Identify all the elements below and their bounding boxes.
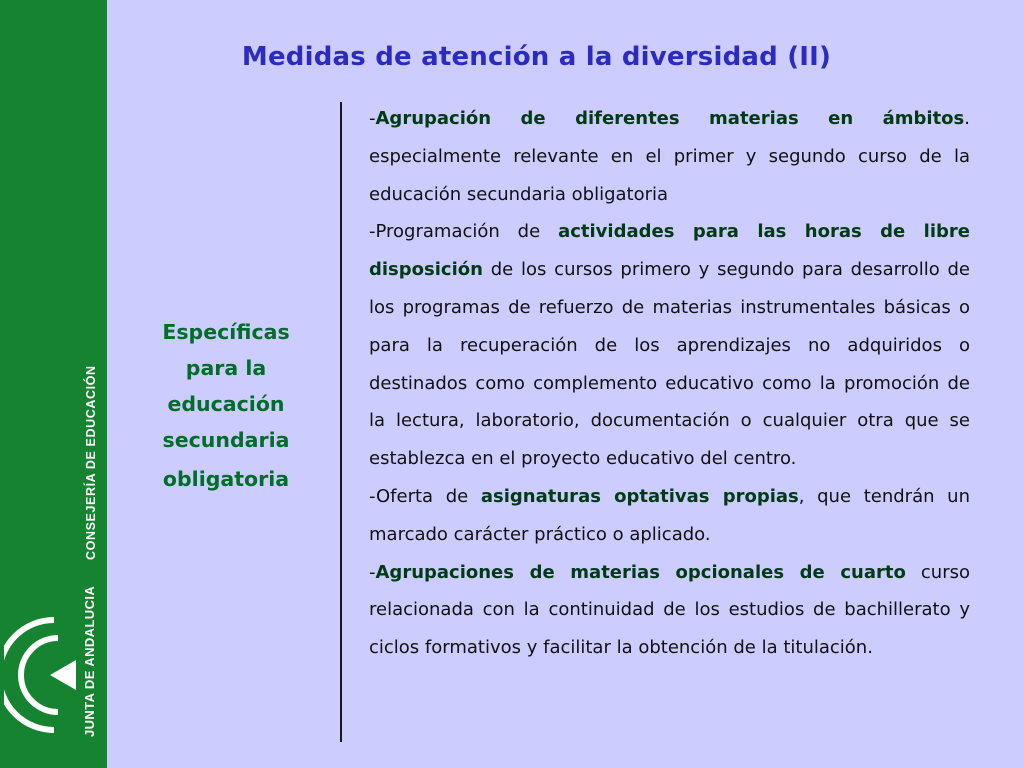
gov-label: JUNTA DE ANDALUCIA [82, 585, 97, 737]
item-prefix: -Oferta de [369, 485, 481, 507]
item-highlight: Agrupaciones de materias opcionales de cuarto [375, 561, 906, 583]
item-highlight: actividades para las horas de libre disposición [369, 221, 970, 281]
item-text: . especialmente relevante en el primer y segundo curso de la educación secundaria obligatoria [369, 108, 970, 205]
item-highlight: asignaturas optativas propias [480, 485, 799, 507]
item-text: curso relacionada con la continuidad de los estudios de bachillerato y ciclos formativos y facilitar la obtención de la titulación. [369, 561, 970, 659]
measures-list [369, 100, 970, 667]
item-highlight: Agrupación de diferentes materias en ámbitos [375, 108, 965, 129]
list-item [369, 554, 970, 667]
sidebar [0, 0, 107, 768]
list-item [369, 478, 970, 554]
page-title: Medidas de atención a la diversidad (II) [241, 42, 832, 72]
list-item [369, 213, 970, 478]
section-heading [138, 314, 314, 497]
item-prefix: - [369, 561, 376, 583]
item-text: de los cursos primero y segundo para desarrollo de los programas de refuerzo de materias instrumentales básicas o para la recuperación de los aprendizajes no adquiridos o destinados como complemento educativo como la promoción de la lectura, laboratorio, documentación o cualquier otra que se establezca en el proyecto educativo del centro. [369, 259, 970, 470]
junta-de-andalucia-logo-icon [4, 610, 80, 740]
list-item [369, 100, 970, 213]
vertical-divider [340, 102, 342, 742]
section-heading-line1: Específicas para la educación secundaria [162, 320, 290, 452]
section-heading-line2: obligatoria [162, 467, 290, 491]
item-text: , que tendrán un marcado carácter práctico o aplicado. [369, 485, 970, 545]
item-prefix: -Programación de [369, 221, 559, 243]
org-label: CONSEJERÍA DE EDUCACIÓN [84, 365, 98, 560]
item-prefix: - [369, 108, 376, 129]
